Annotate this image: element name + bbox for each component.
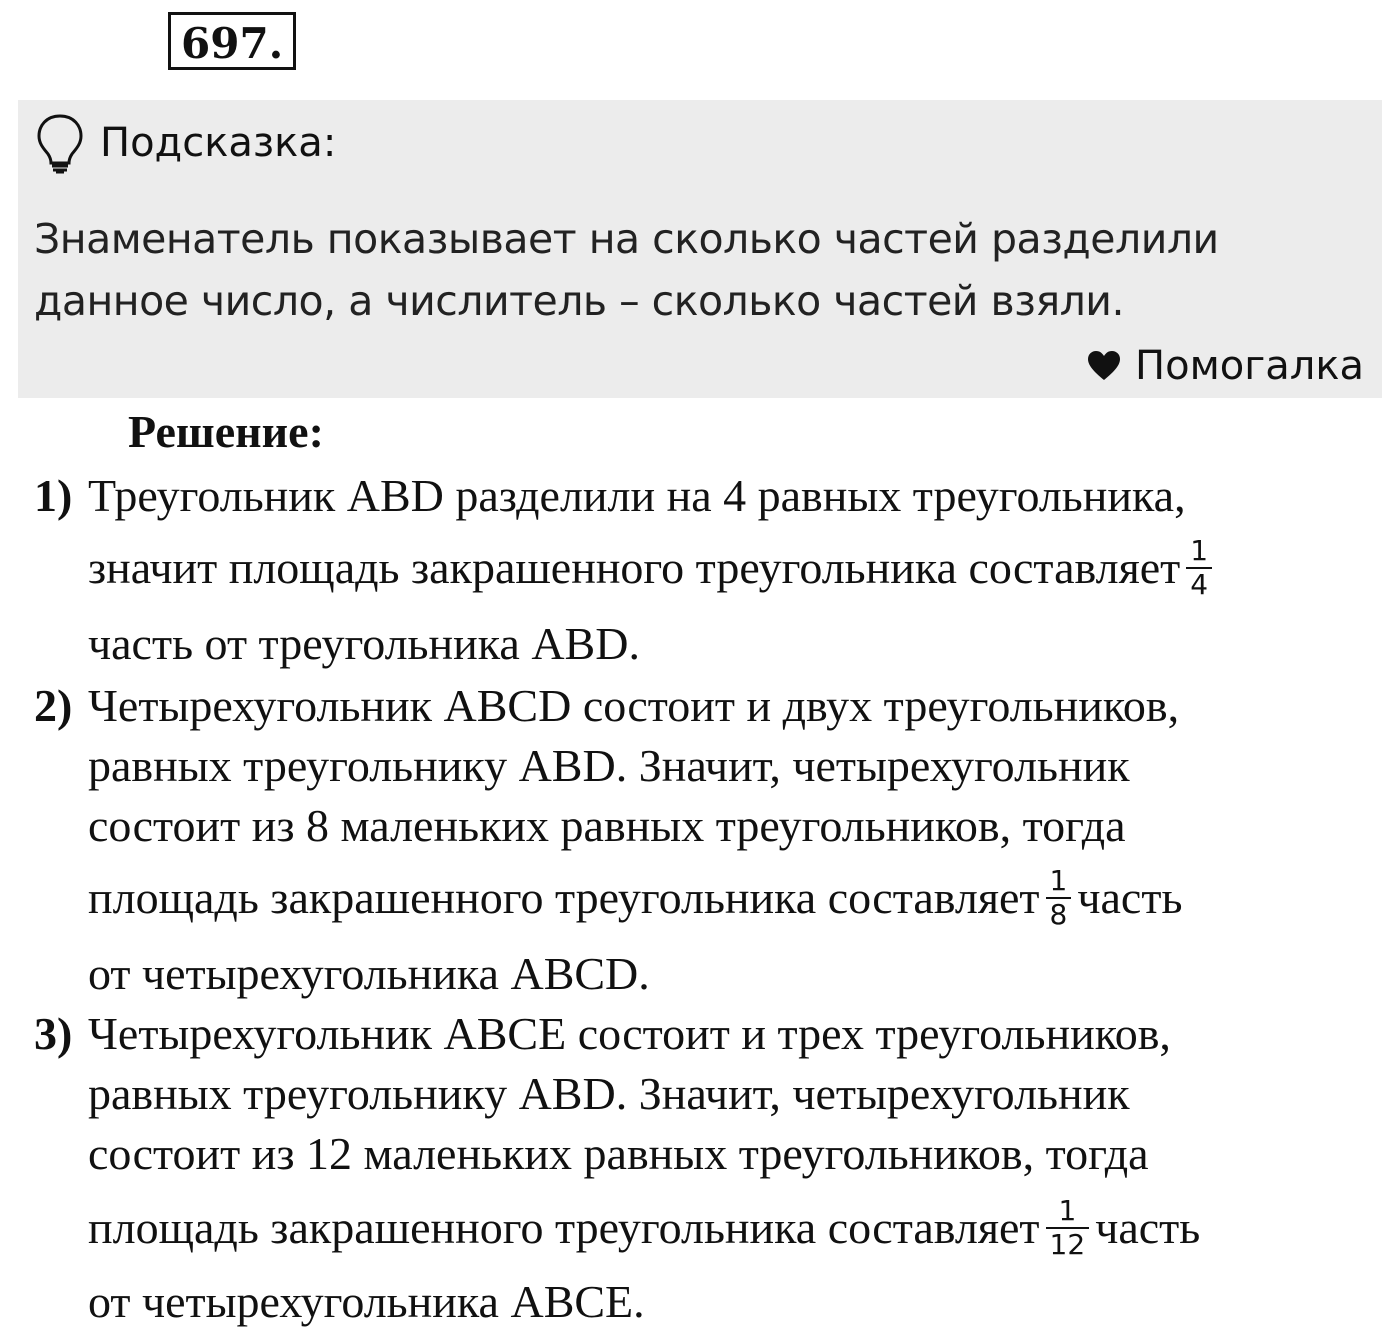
fraction-denominator: 8 xyxy=(1049,898,1068,932)
item-3-line-2: равных треугольнику ABD. Значит, четырехугольник xyxy=(88,1068,1130,1119)
fraction-numerator: 1 xyxy=(1046,1195,1090,1229)
item-3-line-4 xyxy=(88,1194,1201,1265)
hint-title xyxy=(34,112,336,174)
item-3-line-4-text: площадь закрашенного треугольника составляет xyxy=(88,1202,1040,1253)
item-2-line-4-tail: часть xyxy=(1077,872,1183,923)
fraction-denominator: 4 xyxy=(1190,568,1209,602)
fraction-numerator: 1 xyxy=(1186,535,1212,569)
item-2-line-2: равных треугольнику ABD. Значит, четырехугольник xyxy=(88,740,1130,791)
hint-line-2: данное число, а числитель – сколько частей взяли. xyxy=(34,277,1124,325)
task-number: 697. xyxy=(168,12,296,70)
item-2-line-1: Четырехугольник ABCD состоит и двух треугольников, xyxy=(88,680,1180,731)
fraction-numerator: 1 xyxy=(1046,865,1072,899)
item-number-3: 3) xyxy=(34,1008,73,1059)
item-2-line-5: от четырехугольника ABCD. xyxy=(88,948,650,999)
item-3-line-5: от четырехугольника ABCE. xyxy=(88,1276,645,1327)
fraction-denominator: 12 xyxy=(1049,1228,1086,1262)
item-2-line-3: состоит из 8 маленьких равных треугольников, тогда xyxy=(88,800,1126,851)
lightbulb-icon xyxy=(34,112,86,174)
item-3-line-1: Четырехугольник ABCE состоит и трех треугольников, xyxy=(88,1008,1171,1059)
hint-line-1: Знаменатель показывает на сколько частей разделили xyxy=(34,215,1219,263)
fraction-1-4 xyxy=(1186,535,1212,601)
item-number-2: 2) xyxy=(34,680,73,731)
item-3-line-4-tail: часть xyxy=(1095,1202,1201,1253)
item-1-line-3: часть от треугольника ABD. xyxy=(88,618,640,669)
solution-heading: Решение: xyxy=(128,406,324,457)
item-number-1: 1) xyxy=(34,470,73,521)
item-2-line-4 xyxy=(88,864,1183,935)
item-1-line-2 xyxy=(88,534,1218,605)
item-1-line-2-text: значит площадь закрашенного треугольника составляет xyxy=(88,542,1181,593)
item-3-line-3: состоит из 12 маленьких равных треугольников, тогда xyxy=(88,1128,1149,1179)
hint-title-text: Подсказка: xyxy=(100,120,337,166)
fraction-1-8 xyxy=(1046,865,1072,931)
item-2-line-4-text: площадь закрашенного треугольника составляет xyxy=(88,872,1040,923)
hint-text xyxy=(34,208,1354,332)
brand-label xyxy=(1087,338,1364,394)
item-1-line-1: Треугольник ABD разделили на 4 равных треугольника, xyxy=(88,470,1186,521)
heart-icon xyxy=(1087,350,1121,382)
fraction-1-12 xyxy=(1046,1195,1090,1261)
brand-text: Помогалка xyxy=(1135,343,1364,389)
